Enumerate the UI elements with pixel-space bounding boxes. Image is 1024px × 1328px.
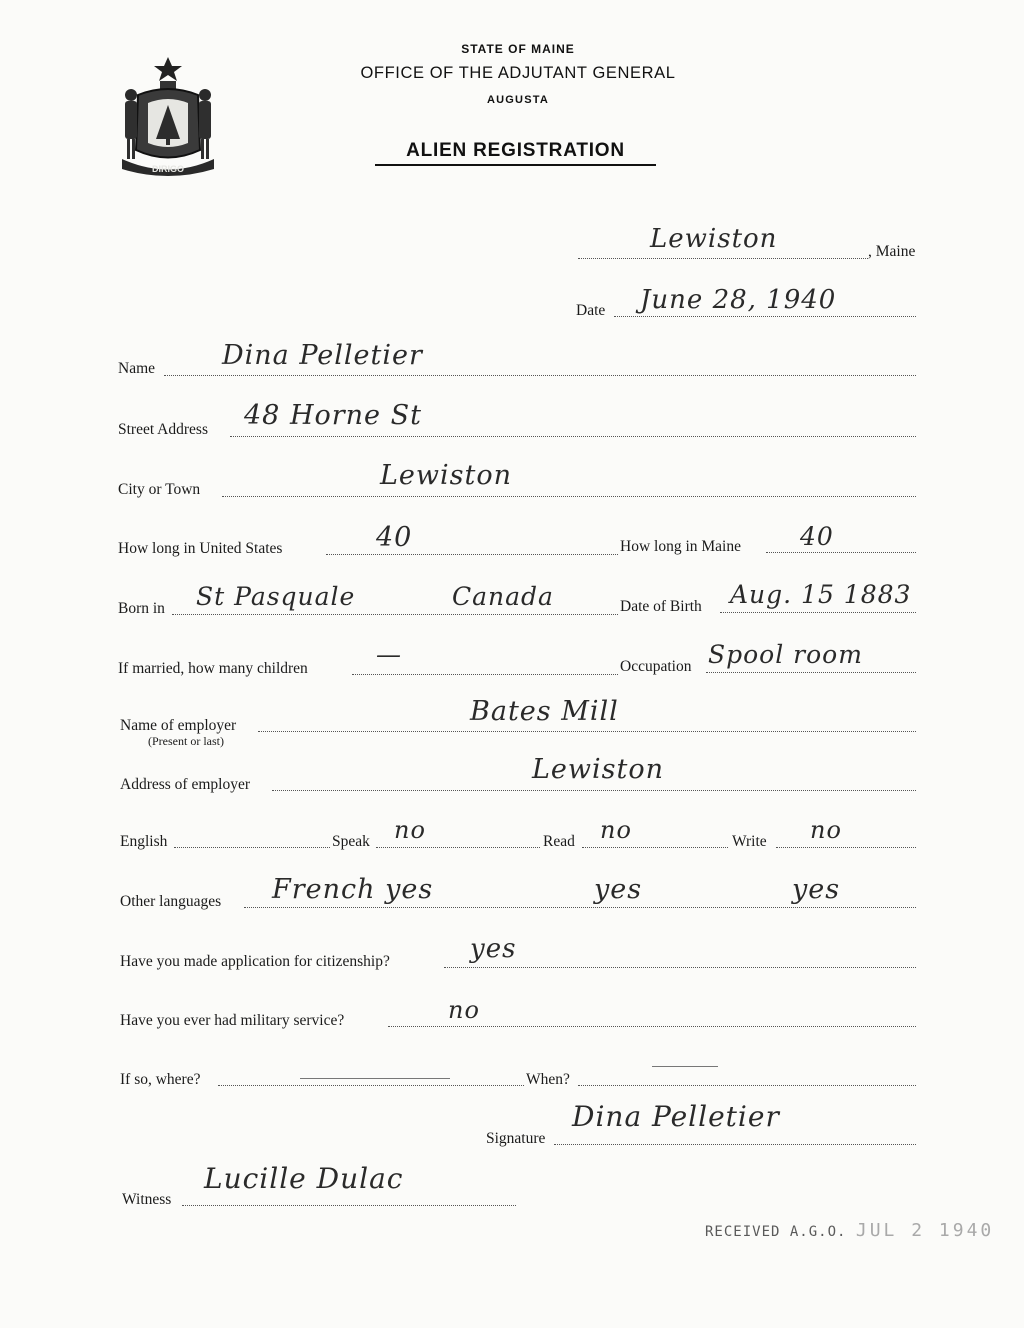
dob-label: Date of Birth: [620, 598, 702, 615]
header-state: STATE OF MAINE: [461, 42, 575, 56]
children-line: [352, 674, 618, 675]
citizenship-line: [444, 967, 916, 968]
witness-line: [182, 1205, 516, 1206]
speak-line: [376, 847, 540, 848]
employer-value: Bates Mill: [470, 696, 619, 727]
read-label: Read: [543, 833, 575, 850]
street-line: [230, 436, 916, 437]
other-read-value: yes: [594, 874, 643, 905]
name-label: Name: [118, 360, 156, 377]
children-value: —: [376, 640, 402, 669]
write-line: [776, 847, 916, 848]
english-line: [174, 847, 330, 848]
where-line: [218, 1085, 524, 1086]
header-office: OFFICE OF THE ADJUTANT GENERAL: [360, 64, 676, 82]
date-value: June 28, 1940: [640, 285, 837, 315]
other-languages-label: Other languages: [120, 893, 222, 910]
place-line: [578, 258, 868, 259]
other-languages-value: French yes: [272, 874, 434, 905]
where-label: If so, where?: [120, 1071, 201, 1088]
citizenship-value: yes: [470, 934, 517, 964]
born-in-label: Born in: [118, 600, 165, 617]
born-country-value: Canada: [452, 582, 554, 611]
read-value: no: [600, 816, 632, 844]
place-value: Lewiston: [650, 224, 778, 254]
occupation-value: Spool room: [708, 640, 863, 669]
years-maine-label: How long in Maine: [620, 538, 741, 555]
years-us-line: [326, 554, 618, 555]
years-us-value: 40: [376, 522, 413, 553]
english-label: English: [120, 833, 168, 850]
place-suffix: , Maine: [868, 243, 916, 260]
signature-label: Signature: [486, 1130, 546, 1147]
other-write-value: yes: [792, 874, 841, 905]
military-value: no: [448, 996, 480, 1024]
when-dash: [652, 1066, 718, 1067]
witness-value: Lucille Dulac: [204, 1162, 404, 1195]
stamp-text: RECEIVED A.G.O.: [705, 1224, 847, 1240]
employer-note: (Present or last): [148, 734, 224, 748]
stamp-date: JUL 2 1940: [855, 1220, 995, 1241]
city-label: City or Town: [118, 481, 201, 498]
name-value: Dina Pelletier: [222, 340, 423, 371]
signature-line: [554, 1144, 916, 1145]
other-languages-line: [244, 907, 916, 908]
city-line: [222, 496, 916, 497]
speak-value: no: [394, 816, 426, 844]
born-in-line: [172, 614, 618, 615]
dob-line: [720, 612, 916, 613]
years-maine-line: [766, 552, 916, 553]
employer-address-label: Address of employer: [120, 776, 250, 793]
citizenship-label: Have you made application for citizenship?: [120, 953, 390, 970]
where-dash: [300, 1078, 450, 1079]
military-line: [388, 1026, 916, 1027]
years-us-label: How long in United States: [118, 540, 283, 557]
witness-label: Witness: [122, 1191, 172, 1208]
seal-motto: DIRIGO: [151, 164, 185, 174]
street-label: Street Address: [118, 421, 208, 438]
born-in-value: St Pasquale: [196, 582, 356, 611]
form-title: ALIEN REGISTRATION: [375, 140, 656, 166]
employer-label: Name of employer: [120, 717, 237, 734]
date-label: Date: [576, 302, 606, 319]
employer-address-line: [272, 790, 916, 791]
received-stamp: [705, 1220, 994, 1241]
employer-address-value: Lewiston: [532, 754, 665, 785]
when-line: [578, 1085, 916, 1086]
read-line: [582, 847, 728, 848]
name-line: [164, 375, 916, 376]
dob-value: Aug. 15 1883: [730, 580, 912, 609]
speak-label: Speak: [332, 833, 370, 850]
date-line: [614, 316, 916, 317]
occupation-line: [706, 672, 916, 673]
employer-line: [258, 731, 916, 732]
write-value: no: [810, 816, 842, 844]
header-city: AUGUSTA: [487, 94, 549, 106]
when-label: When?: [526, 1071, 570, 1088]
children-label: If married, how many children: [118, 660, 308, 677]
occupation-label: Occupation: [620, 658, 692, 675]
city-value: Lewiston: [380, 460, 513, 491]
signature-value: Dina Pelletier: [572, 1100, 780, 1133]
write-label: Write: [732, 833, 767, 850]
years-maine-value: 40: [800, 522, 834, 551]
military-label: Have you ever had military service?: [120, 1012, 345, 1029]
street-value: 48 Horne St: [244, 400, 422, 431]
